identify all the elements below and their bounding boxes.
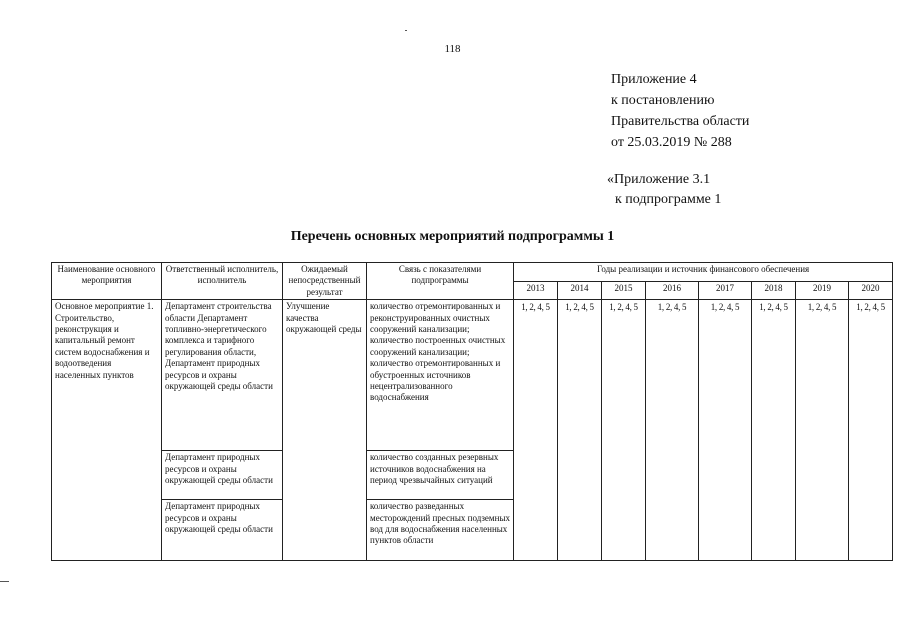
header-event-name: Наименование основного мероприятия <box>52 263 162 300</box>
appendix-line: от 25.03.2019 № 288 <box>611 135 732 150</box>
table-header-row <box>52 263 893 282</box>
funding-cell: 1, 2, 4, 5 <box>796 300 849 561</box>
page-number: 118 <box>444 43 461 55</box>
year-header: 2017 <box>699 281 752 300</box>
header-executor: Ответственный исполнитель, исполнитель <box>162 263 283 300</box>
funding-cell: 1, 2, 4, 5 <box>514 300 558 561</box>
event-name-cell: Основное мероприятие 1. Строительство, реконструкция и капитальный ремонт систем водоснабжения и водоотведения населенных пунктов <box>52 300 162 561</box>
year-header: 2015 <box>602 281 646 300</box>
events-table <box>51 262 893 561</box>
appendix-line: Правительства области <box>611 114 750 129</box>
indicators-cell: количество созданных резервных источников водоснабжения на период чрезвычайных ситуаций <box>367 451 514 500</box>
appendix-line: Приложение 4 <box>611 72 697 87</box>
funding-cell: 1, 2, 4, 5 <box>558 300 602 561</box>
appendix-header <box>611 69 749 153</box>
sub-appendix-line: к подпрограмме 1 <box>615 192 722 207</box>
indicators-cell: количество разведанных месторождений пресных подземных вод для водоснабжения населенных пунктов области <box>367 500 514 561</box>
year-header: 2018 <box>752 281 796 300</box>
funding-cell: 1, 2, 4, 5 <box>646 300 699 561</box>
funding-cell: 1, 2, 4, 5 <box>602 300 646 561</box>
scan-artifact <box>405 30 407 31</box>
funding-cell: 1, 2, 4, 5 <box>849 300 893 561</box>
document-title: Перечень основных мероприятий подпрограммы 1 <box>290 229 615 244</box>
funding-cell: 1, 2, 4, 5 <box>752 300 796 561</box>
year-header: 2019 <box>796 281 849 300</box>
year-header: 2013 <box>514 281 558 300</box>
sub-appendix-line: «Приложение 3.1 <box>607 172 711 187</box>
year-header: 2020 <box>849 281 893 300</box>
sub-appendix-header <box>607 170 721 210</box>
executor-cell: Департамент строительства области Департамент топливно-энергетического комплекса и тарифного регулирования области, Департамент природных ресурсов и охраны окружающей среды области <box>162 300 283 451</box>
table-row <box>52 300 893 451</box>
funding-cell: 1, 2, 4, 5 <box>699 300 752 561</box>
executor-cell: Департамент природных ресурсов и охраны окружающей среды области <box>162 451 283 500</box>
year-header: 2014 <box>558 281 602 300</box>
appendix-line: к постановлению <box>611 93 715 108</box>
indicators-cell: количество отремонтированных и реконструированных очистных сооружений канализации; количество построенных очистных сооружений канализации; количество отремонтированных и обустроенных источников нецентрализованного водоснабжения <box>367 300 514 451</box>
header-result: Ожидаемый непосредственный результат <box>283 263 367 300</box>
result-cell: Улучшение качества окружающей среды <box>283 300 367 561</box>
header-years-group: Годы реализации и источник финансового обеспечения <box>514 263 893 282</box>
scan-artifact <box>0 581 9 582</box>
header-indicators: Связь с показателями подпрограммы <box>367 263 514 300</box>
year-header: 2016 <box>646 281 699 300</box>
executor-cell: Департамент природных ресурсов и охраны окружающей среды области <box>162 500 283 561</box>
